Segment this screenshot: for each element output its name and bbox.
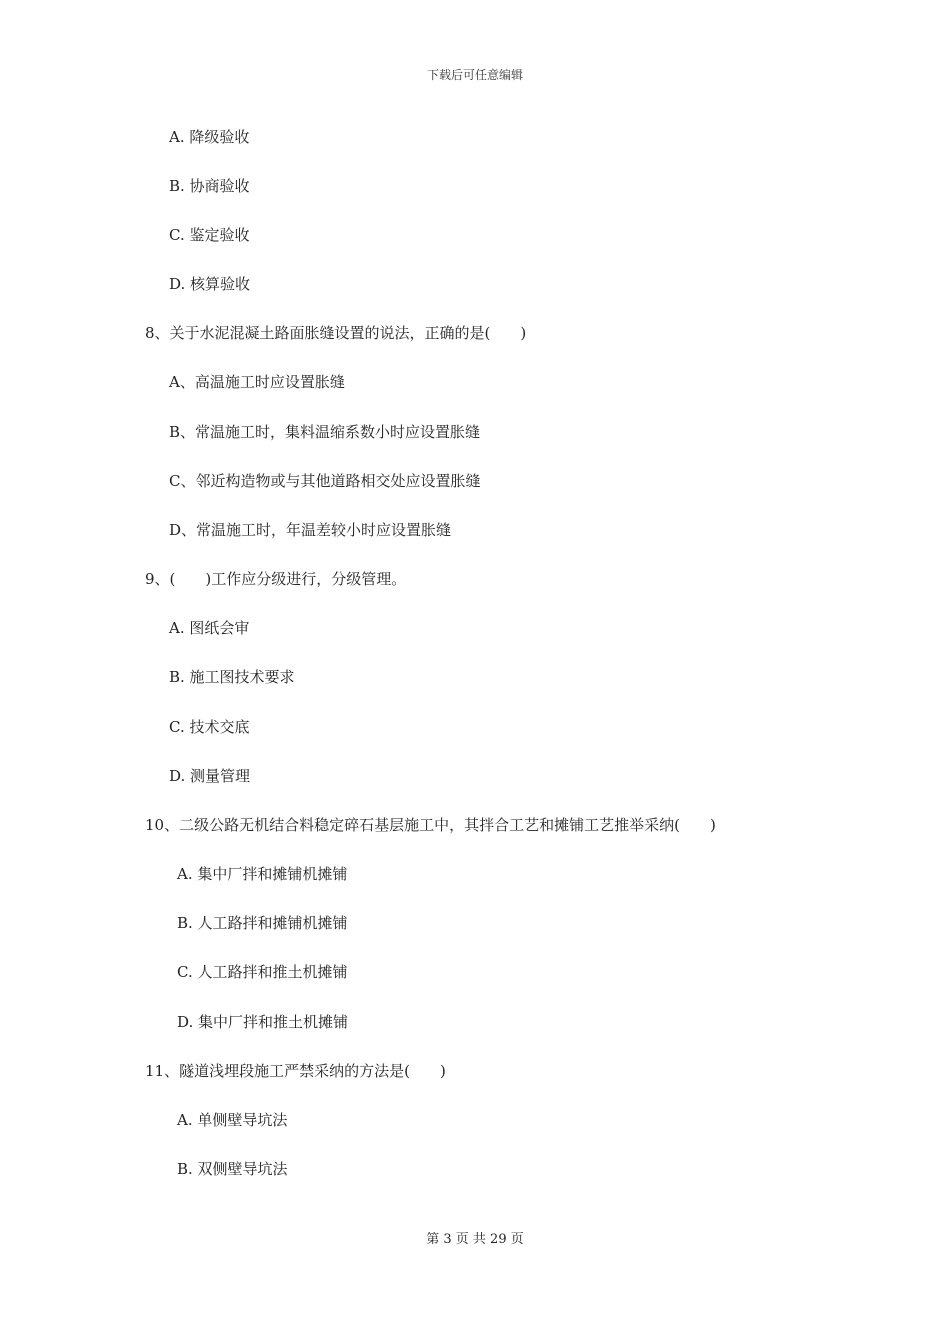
option-text: D. 核算验收 — [169, 275, 251, 293]
option-text: D、常温施工时，年温差较小时应设置胀缝 — [169, 521, 452, 539]
option-text: A. 降级验收 — [169, 128, 250, 146]
question-text: 8、关于水泥混凝土路面胀缝设置的说法，正确的是( ) — [145, 324, 527, 342]
option-text: C. 技术交底 — [169, 718, 250, 736]
option-text: D. 集中厂拌和推土机摊铺 — [177, 1013, 349, 1031]
option-text: C、邻近构造物或与其他道路相交处应设置胀缝 — [169, 472, 481, 490]
option-text: A. 单侧壁导坑法 — [177, 1111, 288, 1129]
option-text: B. 人工路拌和摊铺机摊铺 — [177, 914, 348, 932]
option-text: D. 测量管理 — [169, 767, 251, 785]
option-text: A. 图纸会审 — [169, 619, 250, 637]
page-footer: 第 3 页 共 29 页 — [426, 1232, 524, 1247]
option-text: B. 施工图技术要求 — [169, 668, 295, 686]
option-text: A. 集中厂拌和摊铺机摊铺 — [177, 865, 348, 883]
question-text: 10、二级公路无机结合料稳定碎石基层施工中，其拌合工艺和摊铺工艺推举采纳( ) — [145, 816, 716, 834]
option-text: B、常温施工时，集料温缩系数小时应设置胀缝 — [169, 423, 481, 441]
option-text: B. 双侧壁导坑法 — [177, 1160, 288, 1178]
question-text: 11、隧道浅埋段施工严禁采纳的方法是( ) — [145, 1062, 446, 1080]
option-text: A、高温施工时应设置胀缝 — [169, 373, 345, 391]
question-text: 9、( )工作应分级进行，分级管理。 — [145, 570, 407, 588]
option-text: C. 鉴定验收 — [169, 226, 250, 244]
page-header: 下载后可任意编辑 — [426, 68, 523, 82]
option-text: B. 协商验收 — [169, 177, 250, 195]
option-text: C. 人工路拌和推土机摊铺 — [177, 963, 348, 981]
